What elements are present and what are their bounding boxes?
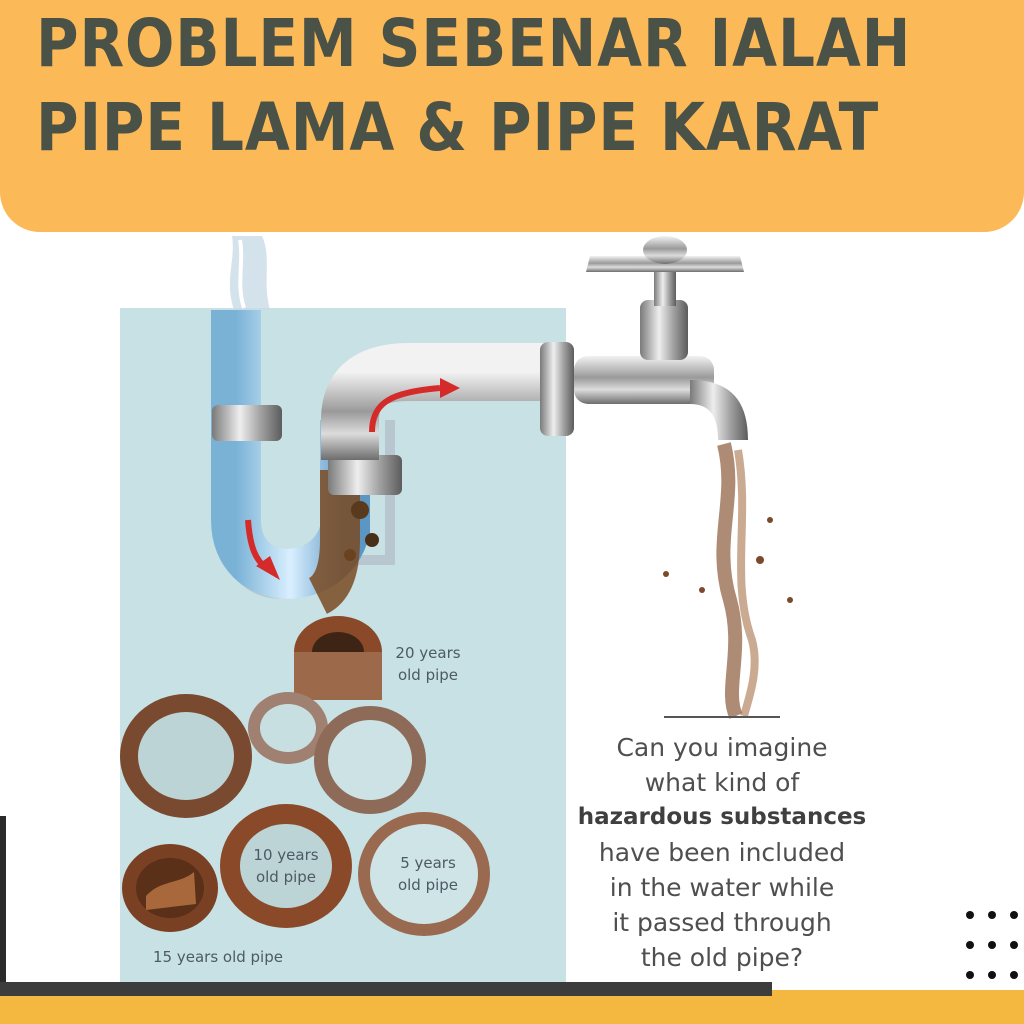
drain-pipe-icon (212, 310, 574, 596)
caption-line-2: what kind of (644, 768, 800, 797)
left-edge-accent (0, 816, 6, 996)
pipe-label-10-years: 10 years old pipe (253, 846, 319, 886)
pipe-label-5-years: 5 years old pipe (397, 854, 459, 894)
caption (574, 730, 870, 975)
headline-line-1: PROBLEM SEBENAR IALAH (36, 5, 912, 82)
caption-line-6: it passed through (612, 908, 832, 937)
footer-stripe-dark (0, 982, 772, 996)
dirty-water-stream (663, 444, 793, 716)
caption-divider (664, 716, 780, 718)
dots-decoration-icon (960, 905, 1024, 985)
pipe-label-20-years: 20 years old pipe (395, 644, 461, 684)
headline-line-2: PIPE LAMA & PIPE KARAT (36, 89, 880, 166)
caption-line-3: hazardous substances (577, 804, 867, 830)
caption-line-5: in the water while (609, 873, 835, 902)
faucet-icon (574, 236, 748, 440)
caption-line-7: the old pipe? (640, 943, 804, 972)
clean-water-stream (230, 236, 270, 310)
pipe-label-15-years: 15 years old pipe (153, 948, 283, 966)
caption-line-4: have been included (598, 838, 846, 867)
caption-line-1: Can you imagine (616, 733, 828, 762)
